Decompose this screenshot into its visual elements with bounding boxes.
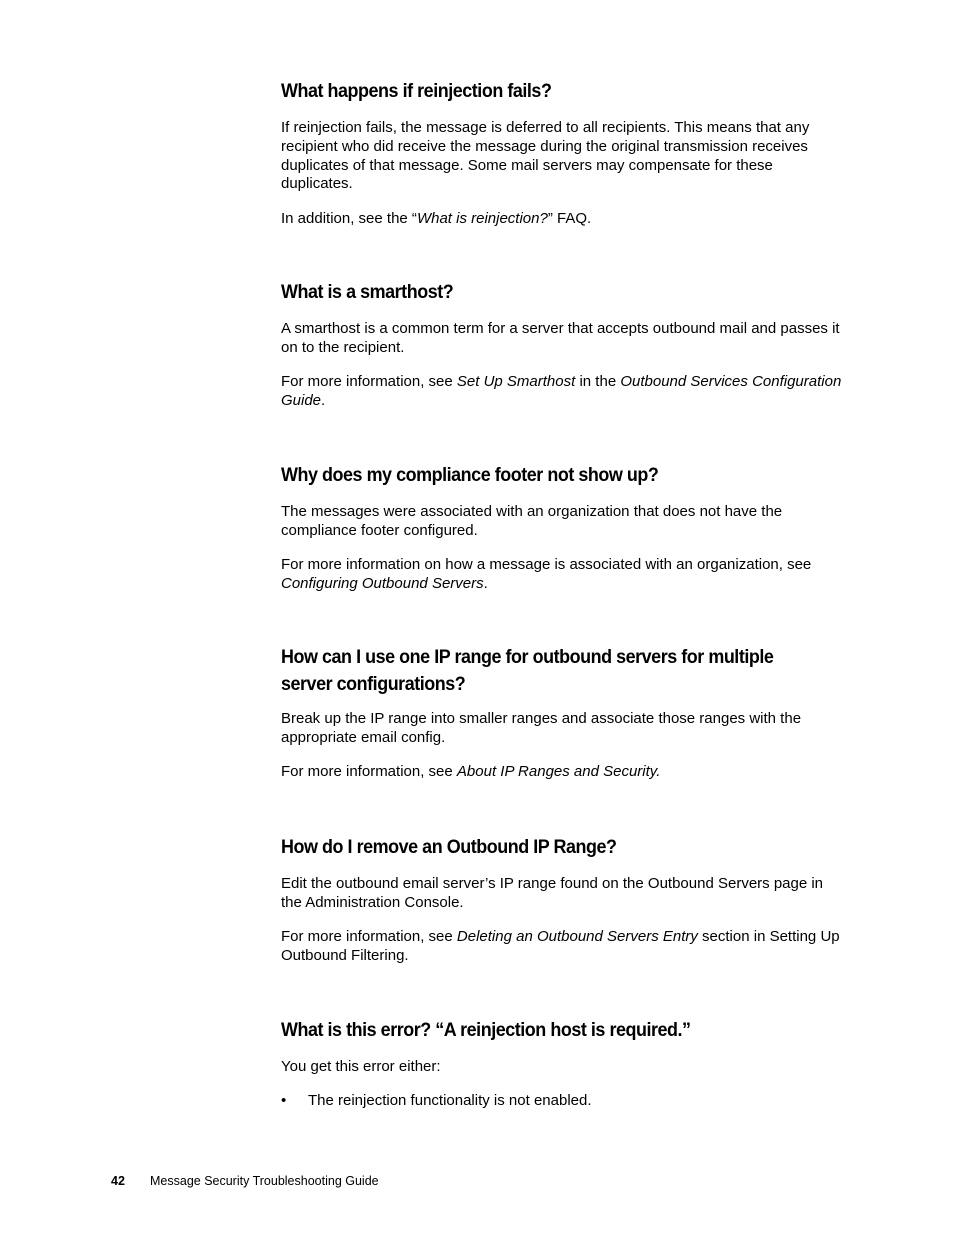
reference-link: Configuring Outbound Servers — [281, 574, 484, 592]
reference-text: ” FAQ. — [547, 209, 592, 227]
section-heading: Why does my compliance footer not show up? — [281, 464, 659, 486]
reference-text: . — [321, 391, 326, 409]
reference-link: About IP Ranges and Security. — [456, 763, 661, 781]
section-heading: What is a smarthost? — [281, 281, 454, 303]
reference-text: For more information, see — [281, 763, 457, 781]
section-heading: How can I use one IP range for outbound servers for multiple server configurations? — [281, 646, 774, 695]
section-paragraph: Break up the IP range into smaller ranges and associate those ranges with the appropriate email config. — [281, 710, 802, 746]
section-heading: What happens if reinjection fails? — [281, 80, 552, 102]
section-paragraph: The messages were associated with an organization that does not have the compliance footer configured. — [281, 503, 783, 539]
section-paragraph: A smarthost is a common term for a server that accepts outbound mail and passes it on to the recipient. — [281, 320, 840, 356]
reference-link: Set Up Smarthost — [456, 373, 576, 391]
faq-section-reinjection-fails — [281, 78, 846, 228]
reference-text: in the — [575, 373, 621, 391]
reference-text: section in Setting Up Outbound Filtering. — [281, 928, 840, 964]
section-heading: How do I remove an Outbound IP Range? — [281, 836, 617, 858]
faq-section-ip-range-multiple — [281, 644, 846, 782]
reference-guide: Outbound Services Configuration Guide — [281, 373, 842, 409]
section-paragraph-reference — [281, 556, 846, 594]
section-paragraph-reference — [281, 210, 846, 229]
bullet-icon: • — [281, 1092, 287, 1110]
footer-title: Message Security Troubleshooting Guide — [150, 1174, 379, 1188]
reference-link: Deleting an Outbound Servers Entry — [456, 928, 698, 946]
section-paragraph: If reinjection fails, the message is deferred to all recipients. This means that any recipient who did receive the message during the original transmission receives duplicates of that message. Some mail servers may compensate for these duplicates. — [281, 119, 810, 193]
section-paragraph: Edit the outbound email server’s IP range found on the Outbound Servers page in the Administration Console. — [281, 875, 824, 911]
page-footer — [111, 1173, 379, 1189]
section-paragraph-reference — [281, 763, 846, 782]
faq-section-remove-ip-range — [281, 834, 846, 966]
list-item — [281, 1092, 846, 1111]
faq-section-smarthost — [281, 279, 846, 411]
reference-text: For more information on how a message is associated with an organization, see — [281, 556, 812, 574]
reference-text: For more information, see — [281, 373, 457, 391]
page-number: 42 — [111, 1174, 125, 1188]
faq-section-reinjection-error — [281, 1017, 846, 1111]
faq-section-compliance-footer — [281, 462, 846, 594]
reference-text: In addition, see the “ — [281, 209, 417, 227]
list-item-text: The reinjection functionality is not enabled. — [308, 1092, 592, 1110]
section-paragraph-reference — [281, 373, 846, 411]
reference-text: . — [483, 574, 488, 592]
section-heading: What is this error? “A reinjection host is required.” — [281, 1019, 691, 1041]
section-paragraph: You get this error either: — [281, 1058, 441, 1075]
section-paragraph-reference — [281, 928, 846, 966]
bullet-list — [281, 1092, 846, 1111]
reference-link: What is reinjection? — [416, 209, 548, 227]
reference-text: For more information, see — [281, 928, 457, 946]
